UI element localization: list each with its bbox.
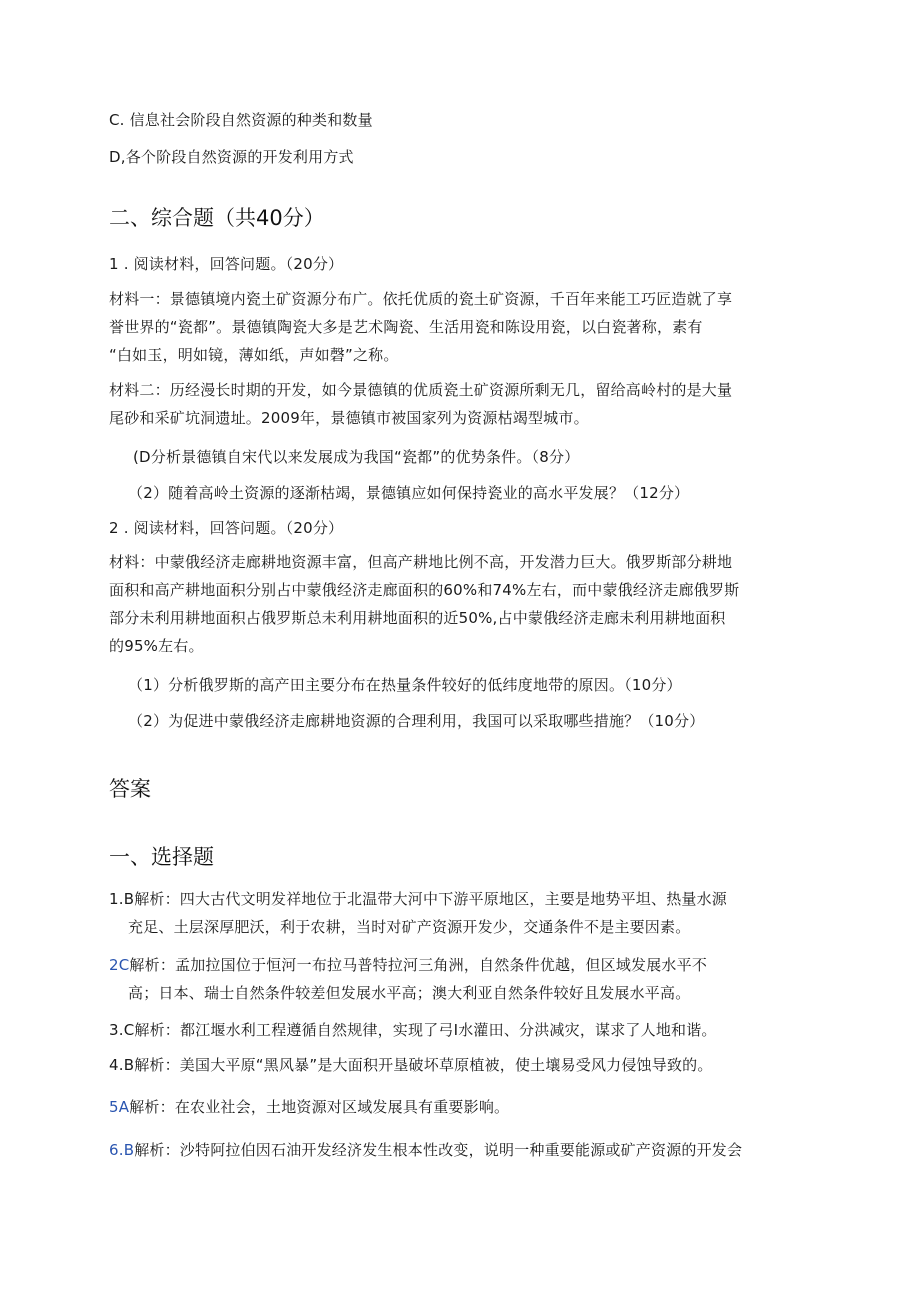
option-c: C. 信息社会阶段自然资源的种类和数量 <box>109 111 373 129</box>
answer-text: 解析：沙特阿拉伯因石油开发经济发生根本性改变，说明一种重要能源或矿产资源的开发会 <box>134 1141 743 1159</box>
section2-title: 二、综合题（共40分） <box>109 206 325 230</box>
answer-number: 6.B <box>109 1141 135 1159</box>
answer-number: 5A <box>109 1098 130 1116</box>
answer-number: 1.B <box>109 890 135 908</box>
answer-item-3 <box>109 1020 717 1040</box>
answer-item-5 <box>109 1097 509 1117</box>
answer-text: 解析：美国大平原“黑风暴”是大面积开垦破坏草原植被，使土壤易受风力侵蚀导致的。 <box>134 1056 713 1074</box>
answer-text: 解析：都江堰水利工程遵循自然规律，实现了弓I水灌田、分洪减灾，谋求了人地和谐。 <box>134 1021 717 1039</box>
q1-material1-line2: 誉世界的“瓷都”。景德镇陶瓷大多是艺术陶瓷、生活用瓷和陈设用瓷，以白瓷著称，素有 <box>109 318 703 336</box>
q2-stem: 2 . 阅读材料，回答问题。（20分） <box>109 519 344 537</box>
answers-title: 答案 <box>109 777 151 801</box>
q2-sub2: （2）为促进中蒙俄经济走廊耕地资源的合理利用，我国可以采取哪些措施？（10分） <box>128 712 705 730</box>
q1-material2-line2: 尾砂和采矿坑洞遗址。2009年，景德镇市被国家列为资源枯竭型城市。 <box>109 409 589 427</box>
q1-material2-line1: 材料二：历经漫长时期的开发，如今景德镇的优质瓷土矿资源所剩无几，留给高岭村的是大量 <box>109 381 733 399</box>
answer-text: 解析：四大古代文明发祥地位于北温带大河中下游平原地区，主要是地势平坦、热量水源 <box>134 890 728 908</box>
answer-text: 解析：孟加拉国位于恒河一布拉马普特拉河三角洲，自然条件优越，但区域发展水平不 <box>129 956 708 974</box>
q1-sub1: (D分析景德镇自宋代以来发展成为我国“瓷都”的优势条件。（8分） <box>133 448 580 466</box>
q1-material1-line1: 材料一：景德镇境内瓷土矿资源分布广。依托优质的瓷土矿资源，千百年来能工巧匠造就了享 <box>109 290 733 308</box>
q1-stem: 1 . 阅读材料，回答问题。（20分） <box>109 255 344 273</box>
q2-material-line3: 部分未利用耕地面积占俄罗斯总未利用耕地面积的近50%,占中蒙俄经济走廊未利用耕地面积 <box>109 609 726 627</box>
option-d: D,各个阶段自然资源的开发利用方式 <box>109 148 354 166</box>
answer-item-1 <box>109 889 727 909</box>
q1-sub2: （2）随着高岭土资源的逐渐枯竭，景德镇应如何保持瓷业的高水平发展？（12分） <box>128 484 690 502</box>
q1-material1-line3: “白如玉，明如镜，薄如纸，声如磬”之称。 <box>109 346 399 364</box>
answer-item-2 <box>109 955 707 975</box>
answers-section1-title: 一、选择题 <box>109 845 214 869</box>
answer-item-6 <box>109 1140 742 1160</box>
answer-number: 2C <box>109 956 130 974</box>
q2-material-line1: 材料：中蒙俄经济走廊耕地资源丰富，但高产耕地比例不高，开发潜力巨大。俄罗斯部分耕地 <box>109 553 733 571</box>
answer-number: 3.C <box>109 1021 135 1039</box>
answer-item-2-cont: 高；日本、瑞士自然条件较差但发展水平高；澳大利亚自然条件较好且发展水平高。 <box>128 984 691 1002</box>
q2-sub1: （1）分析俄罗斯的高产田主要分布在热量条件较好的低纬度地带的原因。（10分） <box>128 676 682 694</box>
answer-text: 解析：在农业社会，土地资源对区域发展具有重要影响。 <box>129 1098 510 1116</box>
answer-item-1-cont: 充足、土层深厚肥沃，利于农耕，当时对矿产资源开发少，交通条件不是主要因素。 <box>128 918 691 936</box>
q2-material-line2: 面积和高产耕地面积分别占中蒙俄经济走廊面积的60%和74%左右，而中蒙俄经济走廊俄罗斯 <box>109 581 740 599</box>
q2-material-line4: 的95%左右。 <box>109 637 204 655</box>
answer-item-4 <box>109 1055 713 1075</box>
answer-number: 4.B <box>109 1056 135 1074</box>
